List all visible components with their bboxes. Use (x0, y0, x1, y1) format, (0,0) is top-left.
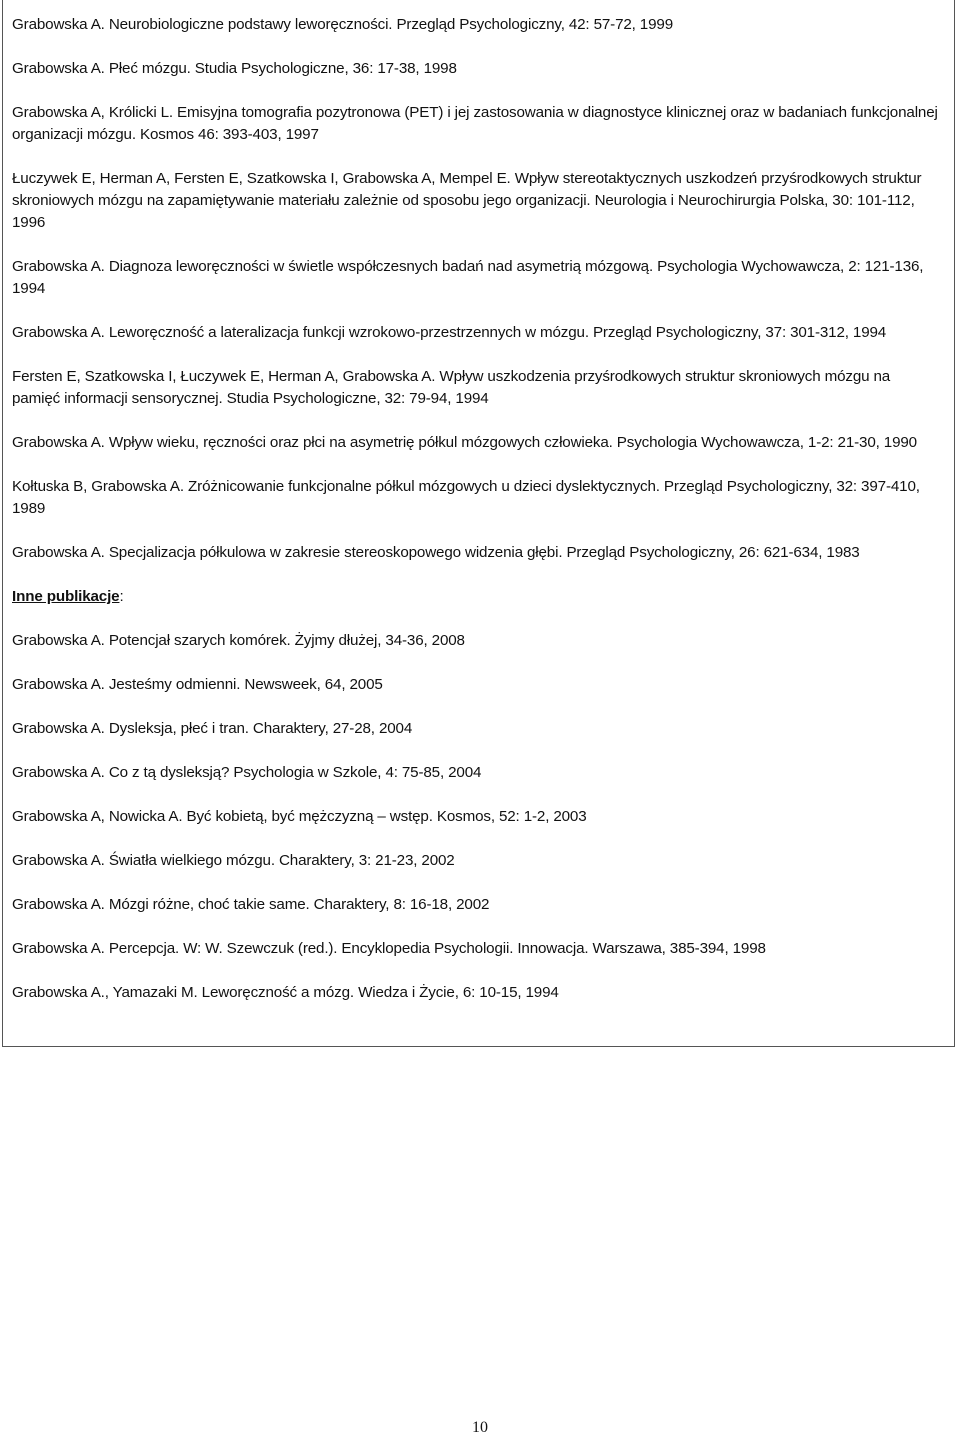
other-publication-entry: Grabowska A., Yamazaki M. Leworęczność a mózg. Wiedza i Życie, 6: 10-15, 1994 (12, 984, 559, 1001)
section-heading-text: Inne publikacje (12, 588, 120, 605)
other-publication-entry: Grabowska A. Światła wielkiego mózgu. Charaktery, 3: 21-23, 2002 (12, 852, 455, 869)
other-publication-entry: Grabowska A, Nowicka A. Być kobietą, być mężczyzną – wstęp. Kosmos, 52: 1-2, 2003 (12, 808, 587, 825)
publication-entry: Kołtuska B, Grabowska A. Zróżnicowanie funkcjonalne półkul mózgowych u dzieci dyslektycznych. Przegląd Psychologiczny, 32: 397-410, 1989 (12, 478, 920, 517)
publication-entry: Grabowska A. Wpływ wieku, ręczności oraz płci na asymetrię półkul mózgowych człowieka. Psychologia Wychowawcza, 1-2: 21-30, 1990 (12, 434, 917, 451)
other-publication-entry: Grabowska A. Percepcja. W: W. Szewczuk (red.). Encyklopedia Psychologii. Innowacja. Warszawa, 385-394, 1998 (12, 940, 766, 957)
publication-entry: Grabowska A. Neurobiologiczne podstawy leworęczności. Przegląd Psychologiczny, 42: 57-72, 1999 (12, 16, 673, 33)
publication-entry: Grabowska A. Diagnoza leworęczności w świetle współczesnych badań nad asymetrią mózgową. Psychologia Wychowawcza, 2: 121-136, 1994 (12, 258, 924, 297)
other-publication-entry: Grabowska A. Co z tą dysleksją? Psychologia w Szkole, 4: 75-85, 2004 (12, 764, 482, 781)
publication-entry: Grabowska A, Królicki L. Emisyjna tomografia pozytronowa (PET) i jej zastosowania w diagnostyce klinicznej oraz w badaniach funkcjonalnej organizacji mózgu. Kosmos 46: 393-403, 1997 (12, 104, 938, 143)
publication-entry: Fersten E, Szatkowska I, Łuczywek E, Herman A, Grabowska A. Wpływ uszkodzenia przyśrodkowych struktur skroniowych mózgu na pamięć informacji sensorycznej. Studia Psychologiczne, 32: 79-94, 1994 (12, 368, 891, 407)
other-publication-entry: Grabowska A. Mózgi różne, choć takie same. Charaktery, 8: 16-18, 2002 (12, 896, 490, 913)
other-publications-heading (12, 586, 942, 608)
publication-entry: Grabowska A. Specjalizacja półkulowa w zakresie stereoskopowego widzenia głębi. Przegląd Psychologiczny, 26: 621-634, 1983 (12, 544, 860, 561)
publication-entry: Grabowska A. Płeć mózgu. Studia Psychologiczne, 36: 17-38, 1998 (12, 60, 457, 77)
publication-entry: Grabowska A. Leworęczność a lateralizacja funkcji wzrokowo-przestrzennych w mózgu. Przegląd Psychologiczny, 37: 301-312, 1994 (12, 324, 887, 341)
publication-entry: Łuczywek E, Herman A, Fersten E, Szatkowska I, Grabowska A, Mempel E. Wpływ stereotaktycznych uszkodzeń przyśrodkowych struktur skroniowych mózgu na zapamiętywanie materiału zależnie od sposobu jego organizacji. Neurologia i Neurochirurgia Polska, 30: 101-112, 1996 (12, 170, 922, 231)
other-publication-entry: Grabowska A. Jesteśmy odmienni. Newsweek, 64, 2005 (12, 676, 383, 693)
page-number: 10 (472, 1419, 488, 1436)
section-heading-colon: : (119, 588, 124, 605)
publication-list (12, 14, 942, 1026)
other-publication-entry: Grabowska A. Dysleksja, płeć i tran. Charaktery, 27-28, 2004 (12, 720, 413, 737)
other-publication-entry: Grabowska A. Potencjał szarych komórek. Żyjmy dłużej, 34-36, 2008 (12, 632, 465, 649)
